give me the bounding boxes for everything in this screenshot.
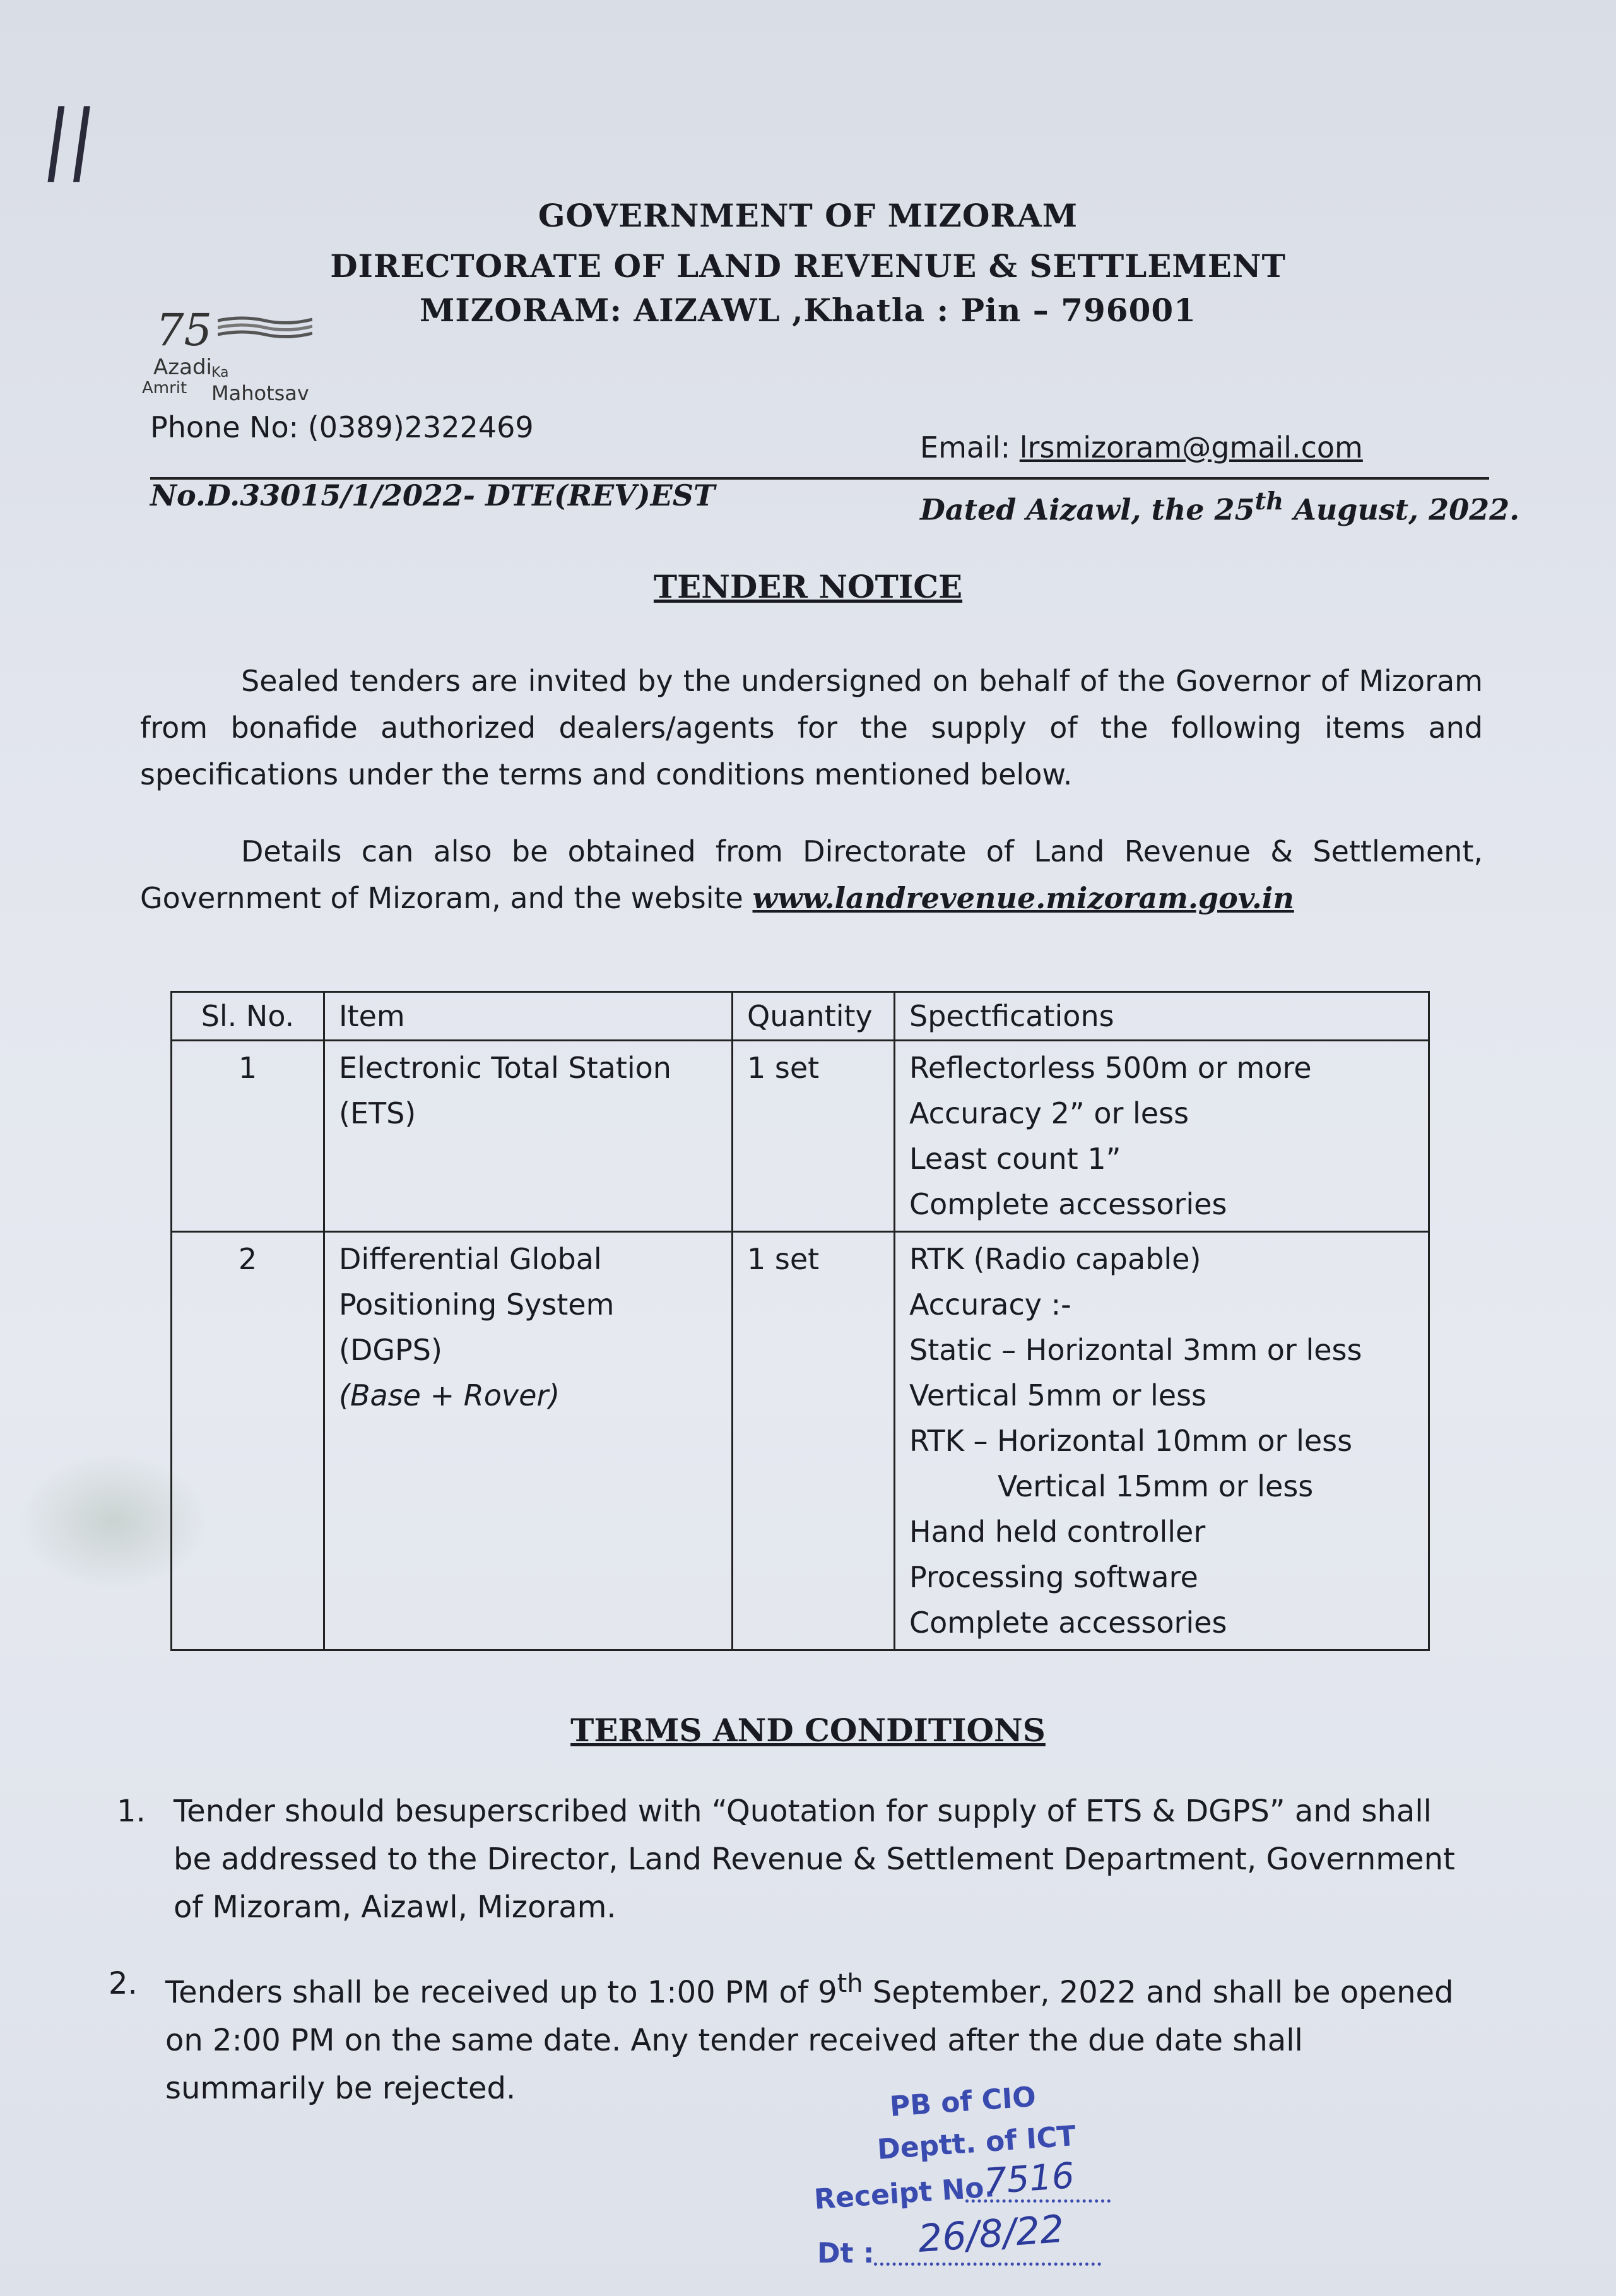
details-paragraph [140, 828, 1483, 921]
logo-azadi: Azadi [153, 355, 212, 380]
azadi-ka-amrit-mahotsav-logo [142, 304, 344, 405]
term-item-2 [109, 1960, 1497, 2111]
terms-title: TERMS AND CONDITIONS [570, 1712, 1046, 1749]
logo-number: 75 [156, 304, 213, 356]
term-number: 1. [117, 1794, 146, 1829]
row1-sl: 1 [172, 1041, 324, 1232]
row1-item-name: Electronic Total Station (ETS) [339, 1051, 671, 1130]
stamp-dotted-line [874, 2263, 1101, 2266]
row1-item [324, 1041, 733, 1232]
spec-line: Accuracy :- [909, 1287, 1071, 1322]
spec-line: Complete accessories [909, 1187, 1227, 1221]
spec-line: Reflectorless 500m or more [909, 1051, 1312, 1085]
logo-amrit: Amrit [142, 379, 187, 398]
table-header-row [172, 992, 1429, 1041]
row2-item-name: Differential Global Positioning System (DGPS) [339, 1242, 615, 1367]
dated-sup: th [1254, 487, 1284, 516]
logo-ka: Ka [211, 365, 229, 381]
spec-line: Static – Horizontal 3mm or less [909, 1333, 1362, 1367]
details-text: Details can also be obtained from Directorate of Land Revenue & Settlement, Government of Mizoram, and the website [140, 834, 1483, 915]
row2-item [324, 1232, 733, 1650]
term-sup: th [837, 1969, 863, 1998]
table-row [172, 1041, 1429, 1232]
spec-line: Least count 1” [909, 1142, 1121, 1176]
email-address: lrsmizoram@gmail.com [1019, 430, 1363, 465]
stamp-dotted-line [965, 2199, 1111, 2203]
flag-icon [218, 316, 312, 340]
dated-line [920, 487, 1519, 526]
row2-item-note: (Base + Rover) [339, 1378, 560, 1412]
row1-specs [895, 1041, 1429, 1232]
term-text-b: September, 2022 and shall be opened on 2:00 PM on the same date. Any tender received after the due date shall summarily be rejected. [165, 1975, 1454, 2106]
stamp-line-4: Dt : [817, 2237, 875, 2269]
table-row [172, 1232, 1429, 1650]
term-item-1 [117, 1787, 1505, 1939]
spec-line: Hand held controller [909, 1515, 1206, 1549]
handwritten-mark: || [38, 95, 102, 182]
row1-quantity: 1 set [733, 1041, 895, 1232]
logo-mahotsav: Mahotsav [211, 381, 309, 405]
receipt-stamp [813, 2080, 1167, 2291]
header-address: MIZORAM: AIZAWL ,Khatla : Pin – 796001 [420, 292, 1196, 329]
spec-line: Processing software [909, 1560, 1198, 1594]
header-quantity: Quantity [733, 992, 895, 1041]
stamp-line-3: Receipt No. [813, 2171, 996, 2216]
header-specifications: Spectfications [895, 992, 1429, 1041]
spec-line: Vertical 5mm or less [909, 1378, 1207, 1412]
items-table [170, 991, 1430, 1651]
header-sl-no: Sl. No. [172, 992, 324, 1041]
header-item: Item [324, 992, 733, 1041]
date-handwritten: 26/8/22 [916, 2207, 1066, 2261]
spec-line: Complete accessories [909, 1606, 1227, 1640]
dated-suffix: August, 2022. [1283, 492, 1520, 527]
spec-line: Vertical 15mm or less [998, 1469, 1314, 1503]
email-line [920, 430, 1363, 465]
header-government: GOVERNMENT OF MIZORAM [538, 197, 1078, 234]
spec-line: Accuracy 2” or less [909, 1096, 1189, 1130]
spec-line: RTK – Horizontal 10mm or less [909, 1424, 1353, 1458]
header-directorate: DIRECTORATE OF LAND REVENUE & SETTLEMENT [330, 247, 1286, 285]
spec-line: RTK (Radio capable) [909, 1242, 1201, 1276]
row2-sl: 2 [172, 1232, 324, 1650]
term-text-a: Tenders shall be received up to 1:00 PM of 9 [165, 1975, 837, 2010]
stamp-line-2: Deptt. of ICT [876, 2120, 1077, 2166]
email-label: Email: [920, 430, 1020, 465]
stamp-line-1: PB of CIO [888, 2080, 1037, 2124]
notice-title: TENDER NOTICE [653, 568, 963, 605]
phone-number: Phone No: (0389)2322469 [150, 410, 534, 444]
term-text: Tender should besuperscribed with “Quotation for supply of ETS & DGPS” and shall be addressed to the Director, Land Revenue & Settlement Department, Government of Mizoram, Aizawl, Mizoram. [174, 1794, 1455, 1925]
reference-number: No.D.33015/1/2022- DTE(REV)EST [150, 478, 716, 512]
term-number: 2. [109, 1966, 138, 2001]
website-link[interactable]: www.landrevenue.mizoram.gov.in [752, 881, 1294, 915]
row2-quantity: 1 set [733, 1232, 895, 1650]
receipt-handwritten: 7516 [982, 2155, 1076, 2203]
intro-paragraph: Sealed tenders are invited by the undersigned on behalf of the Governor of Mizoram from bonafide authorized dealers/agents for the supply of the following items and specifications under the terms and conditions mentioned below. [140, 664, 1483, 791]
dated-prefix: Dated Aizawl, the 25 [920, 492, 1255, 527]
row2-specs [895, 1232, 1429, 1650]
